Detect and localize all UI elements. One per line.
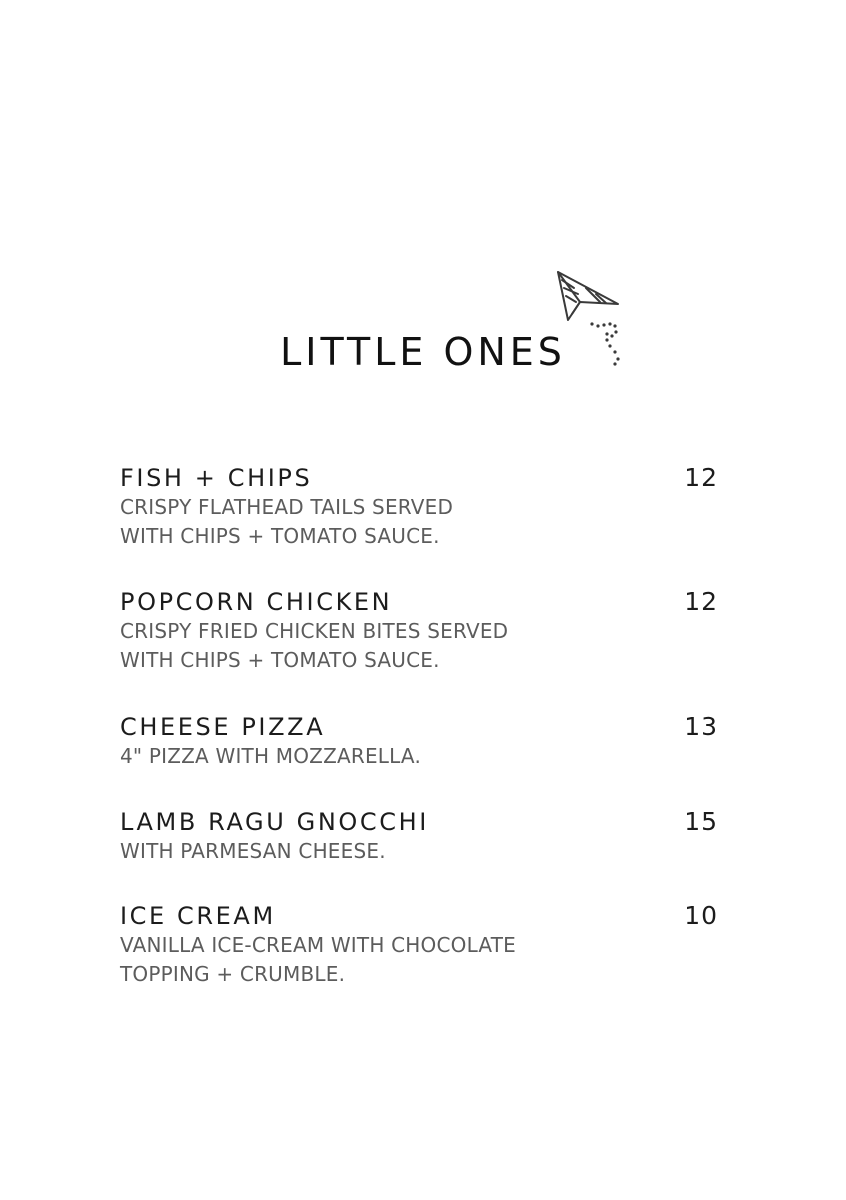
item-name: ICE CREAM <box>120 902 276 930</box>
item-description: TOPPING + CRUMBLE. <box>120 962 346 986</box>
item-description: CRISPY FLATHEAD TAILS SERVED <box>120 495 454 519</box>
item-description: WITH CHIPS + TOMATO SAUCE. <box>120 648 440 672</box>
item-name: POPCORN CHICKEN <box>120 588 393 616</box>
item-name: LAMB RAGU GNOCCHI <box>120 808 429 836</box>
item-description: WITH CHIPS + TOMATO SAUCE. <box>120 524 440 548</box>
item-description: 4" PIZZA WITH MOZZARELLA. <box>120 744 422 768</box>
paper-plane-kite-icon <box>552 268 628 368</box>
item-name: FISH + CHIPS <box>120 464 313 492</box>
item-name: CHEESE PIZZA <box>120 713 326 741</box>
menu-item <box>120 807 730 866</box>
menu-item <box>120 712 730 771</box>
item-price: 13 <box>684 712 718 741</box>
menu-item <box>120 587 730 675</box>
item-description: CRISPY FRIED CHICKEN BITES SERVED <box>120 619 509 643</box>
item-price: 12 <box>684 463 718 492</box>
menu-item <box>120 463 730 551</box>
item-description: WITH PARMESAN CHEESE. <box>120 839 386 863</box>
item-price: 15 <box>684 807 718 836</box>
item-price: 12 <box>684 587 718 616</box>
menu-item <box>120 901 730 989</box>
item-price: 10 <box>684 901 718 930</box>
page-title: LITTLE ONES <box>280 330 566 374</box>
item-description: VANILLA ICE-CREAM WITH CHOCOLATE <box>120 933 516 957</box>
